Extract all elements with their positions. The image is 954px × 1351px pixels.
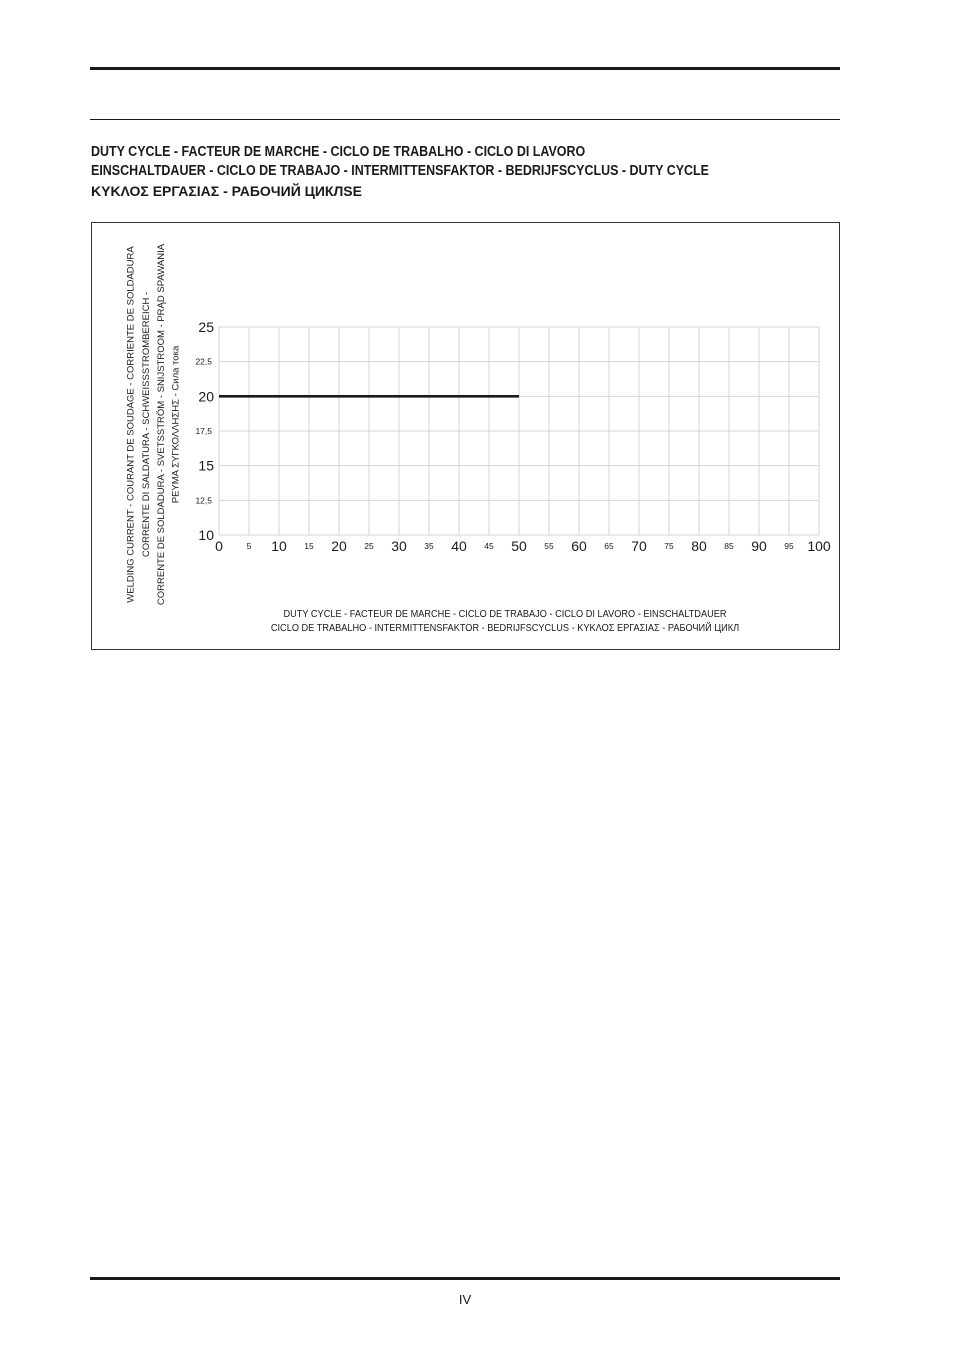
y-axis-label-line: CORRENTE DI SALDATURA - SCHWEISSSTROMBEREICH - <box>140 291 152 557</box>
y-tick-label-minor: 12,5 <box>195 495 212 506</box>
y-axis-label-line: WELDING CURRENT - COURANT DE SOUDAGE - CORRIENTE DE SOLDADURA <box>125 245 137 603</box>
x-tick-label-minor: 55 <box>544 541 554 551</box>
x-tick-label-major: 50 <box>511 538 527 554</box>
y-tick-label-major: 25 <box>198 319 214 335</box>
y-axis-label-line: ΡΕΥΜΑ ΣΥΓΚΟΛΛΗΣΗΣ - Сила тока <box>170 345 182 503</box>
x-tick-label-major: 90 <box>751 538 767 554</box>
title-line-3: ΚΥΚΛΟΣ ΕΡΓΑΣΙΑΣ - РАБОЧИЙ ЦИКЛSE <box>91 183 362 199</box>
x-axis-label-line-2: CICLO DE TRABALHO - INTERMITTENSFAKTOR - BEDRIJFSCYCLUS - ΚΥΚΛΟΣ ΕΡΓΑΣΙΑΣ - РАБОЧИЙ ЦИКЛ <box>270 623 740 634</box>
y-tick-label-major: 10 <box>198 527 214 543</box>
x-tick-label-minor: 35 <box>424 541 434 551</box>
x-tick-label-major: 20 <box>331 538 347 554</box>
x-tick-label-major: 100 <box>807 538 831 554</box>
x-tick-label-major: 10 <box>271 538 287 554</box>
x-tick-label-minor: 25 <box>364 541 374 551</box>
page-number: IV <box>458 1292 472 1307</box>
x-tick-label-minor: 45 <box>484 541 494 551</box>
x-tick-label-minor: 95 <box>784 541 794 551</box>
x-tick-label-minor: 65 <box>604 541 614 551</box>
y-tick-label-minor: 17,5 <box>195 426 212 436</box>
y-tick-label-major: 15 <box>198 457 214 474</box>
bottom-rule <box>90 1277 840 1280</box>
y-axis-label-line: CORRENTE DE SOLDADURA - SVETSSTRÖM - SNIJSTROOM - PRĄD SPAWANIA <box>155 243 167 605</box>
x-tick-label-minor: 5 <box>246 541 252 551</box>
x-tick-label-minor: 85 <box>724 541 734 551</box>
x-tick-label-minor: 75 <box>664 541 674 551</box>
x-tick-label-major: 0 <box>215 538 223 554</box>
title-line-2: EINSCHALTDAUER - CICLO DE TRABAJO - INTERMITTENSFAKTOR - BEDRIJFSCYCLUS - DUTY CYCLE <box>91 163 709 179</box>
x-tick-label-major: 30 <box>391 538 407 554</box>
title-line-1: DUTY CYCLE - FACTEUR DE MARCHE - CICLO DE TRABALHO - CICLO DI LAVORO <box>91 144 586 160</box>
x-tick-label-minor: 15 <box>304 541 314 551</box>
y-tick-label-minor: 22,5 <box>195 356 212 367</box>
x-tick-label-major: 60 <box>571 538 587 554</box>
x-tick-label-major: 40 <box>451 538 467 554</box>
x-tick-label-major: 80 <box>691 538 707 554</box>
x-axis-label-line-1: DUTY CYCLE - FACTEUR DE MARCHE - CICLO DE TRABAJO - CICLO DI LAVORO - EINSCHALTDAUER <box>283 609 727 620</box>
x-tick-label-major: 70 <box>631 538 647 554</box>
y-tick-label-major: 20 <box>198 388 214 405</box>
